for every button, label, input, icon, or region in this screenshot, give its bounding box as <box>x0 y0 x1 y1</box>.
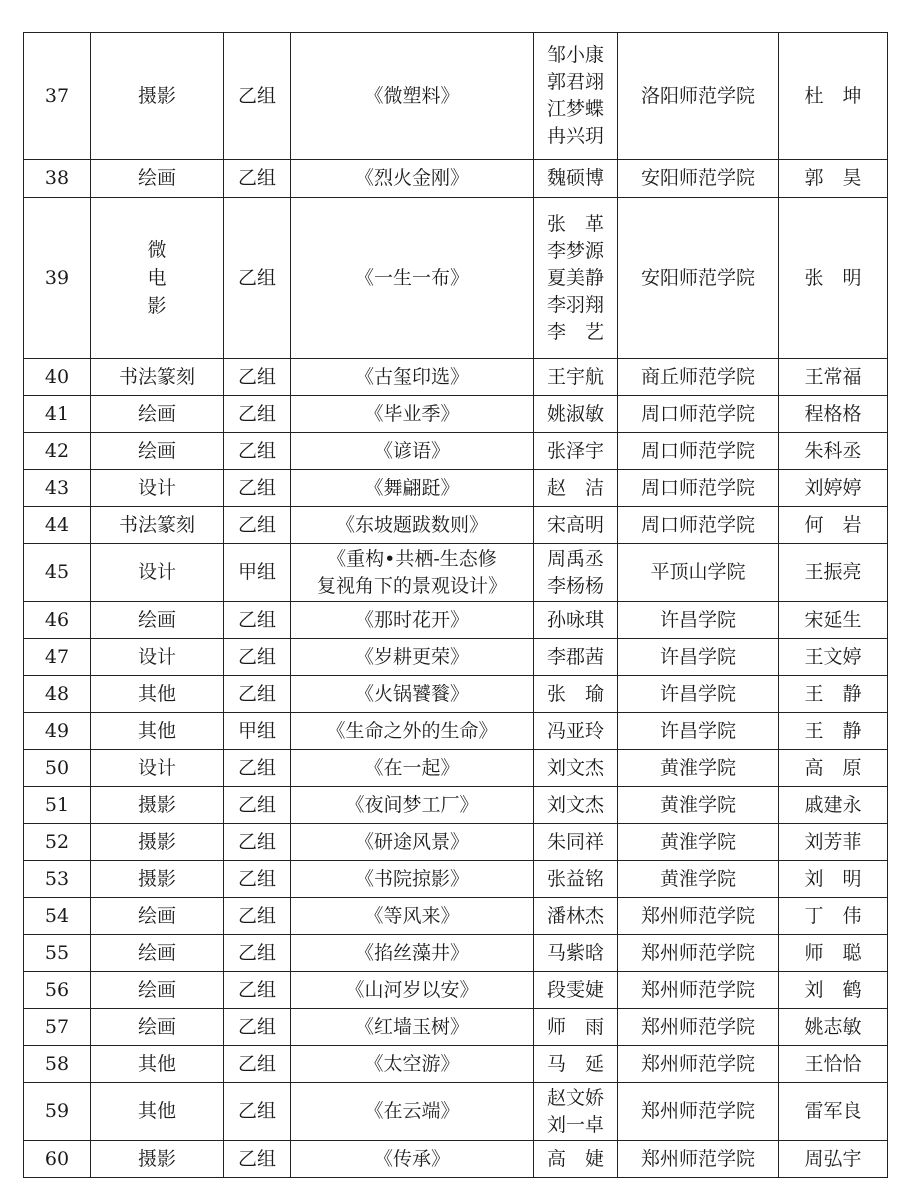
row-number: 58 <box>24 1046 91 1083</box>
table-row <box>24 1046 888 1083</box>
table-row <box>24 33 888 160</box>
author-name: 刘文杰 <box>546 793 604 816</box>
group-cell: 乙组 <box>224 433 291 470</box>
author-name: 夏美静 <box>546 266 604 289</box>
authors-cell <box>534 898 618 935</box>
author-name: 周禹丞 <box>546 547 604 570</box>
title-cell: 《夜间梦工厂》 <box>291 787 534 824</box>
author-name: 刘一卓 <box>546 1113 604 1136</box>
authors-cell <box>534 396 618 433</box>
advisor-cell: 王振亮 <box>779 544 888 602</box>
group-cell: 乙组 <box>224 898 291 935</box>
category-cell: 绘画 <box>91 898 224 935</box>
author-name: 郭君翊 <box>546 71 604 93</box>
advisor-cell: 宋延生 <box>779 602 888 639</box>
category-cell: 设计 <box>91 750 224 787</box>
group-cell: 乙组 <box>224 639 291 676</box>
table-row <box>24 160 888 198</box>
title-cell: 《毕业季》 <box>291 396 534 433</box>
authors-cell <box>534 602 618 639</box>
author-name: 张 瑜 <box>546 682 604 705</box>
school-cell: 郑州师范学院 <box>618 1141 779 1178</box>
advisor-cell: 刘 鹤 <box>779 972 888 1009</box>
advisor-cell: 何 岩 <box>779 507 888 544</box>
advisor-cell: 张 明 <box>779 198 888 359</box>
group-cell: 乙组 <box>224 1046 291 1083</box>
author-name: 李羽翔 <box>546 293 604 316</box>
category-cell: 摄影 <box>91 1141 224 1178</box>
row-number: 52 <box>24 824 91 861</box>
author-name: 李郡茜 <box>546 645 604 668</box>
author-name: 师 雨 <box>546 1015 604 1038</box>
category-cell: 绘画 <box>91 602 224 639</box>
advisor-cell: 刘 明 <box>779 861 888 898</box>
category-cell: 其他 <box>91 1046 224 1083</box>
title-cell <box>291 544 534 602</box>
group-cell: 乙组 <box>224 470 291 507</box>
advisor-cell: 王常福 <box>779 359 888 396</box>
title-cell: 《红墙玉树》 <box>291 1009 534 1046</box>
row-number: 56 <box>24 972 91 1009</box>
advisor-cell: 高 原 <box>779 750 888 787</box>
advisor-cell: 丁 伟 <box>779 898 888 935</box>
row-number: 38 <box>24 160 91 198</box>
table-row <box>24 898 888 935</box>
author-name: 姚淑敏 <box>546 402 604 425</box>
school-cell: 许昌学院 <box>618 676 779 713</box>
title-line: 复视角下的景观设计》 <box>316 574 507 597</box>
school-cell: 商丘师范学院 <box>618 359 779 396</box>
author-name: 马紫晗 <box>546 941 604 964</box>
author-name: 朱同祥 <box>546 830 604 853</box>
school-cell: 周口师范学院 <box>618 396 779 433</box>
school-cell: 郑州师范学院 <box>618 898 779 935</box>
title-cell: 《太空游》 <box>291 1046 534 1083</box>
group-cell: 甲组 <box>224 713 291 750</box>
authors-cell <box>534 544 618 602</box>
title-cell: 《舞翩跹》 <box>291 470 534 507</box>
table-row <box>24 544 888 602</box>
advisor-cell: 杜 坤 <box>779 33 888 160</box>
school-cell: 许昌学院 <box>618 713 779 750</box>
authors-cell <box>534 713 618 750</box>
row-number: 43 <box>24 470 91 507</box>
awards-table-body <box>24 33 888 1178</box>
author-name: 张泽宇 <box>546 439 604 462</box>
school-cell: 周口师范学院 <box>618 470 779 507</box>
row-number: 46 <box>24 602 91 639</box>
title-cell: 《东坡题跋数则》 <box>291 507 534 544</box>
advisor-cell: 周弘宇 <box>779 1141 888 1178</box>
title-cell: 《在一起》 <box>291 750 534 787</box>
table-row <box>24 1083 888 1141</box>
category-cell: 书法篆刻 <box>91 359 224 396</box>
row-number: 41 <box>24 396 91 433</box>
authors-cell <box>534 470 618 507</box>
author-name: 孙咏琪 <box>546 608 604 631</box>
category-cell: 绘画 <box>91 433 224 470</box>
authors-cell <box>534 1046 618 1083</box>
table-row <box>24 198 888 359</box>
authors-cell <box>534 787 618 824</box>
author-name: 马 延 <box>546 1052 604 1075</box>
advisor-cell: 郭 昊 <box>779 160 888 198</box>
school-cell: 黄淮学院 <box>618 824 779 861</box>
group-cell: 乙组 <box>224 750 291 787</box>
row-number: 45 <box>24 544 91 602</box>
advisor-cell: 王 静 <box>779 676 888 713</box>
authors-cell <box>534 824 618 861</box>
school-cell: 黄淮学院 <box>618 787 779 824</box>
school-cell: 安阳师范学院 <box>618 160 779 198</box>
group-cell: 乙组 <box>224 972 291 1009</box>
row-number: 51 <box>24 787 91 824</box>
row-number: 50 <box>24 750 91 787</box>
author-name: 江梦蝶 <box>546 98 604 120</box>
author-name: 赵文娇 <box>546 1086 604 1109</box>
table-row <box>24 359 888 396</box>
authors-cell <box>534 972 618 1009</box>
row-number: 40 <box>24 359 91 396</box>
table-row <box>24 787 888 824</box>
category-cell: 摄影 <box>91 861 224 898</box>
group-cell: 乙组 <box>224 396 291 433</box>
author-name: 段雯婕 <box>546 978 604 1001</box>
author-name: 张 革 <box>546 212 604 235</box>
advisor-cell: 戚建永 <box>779 787 888 824</box>
title-cell: 《火锅饕餮》 <box>291 676 534 713</box>
table-row <box>24 470 888 507</box>
title-cell: 《微塑料》 <box>291 33 534 160</box>
title-cell: 《传承》 <box>291 1141 534 1178</box>
group-cell: 乙组 <box>224 676 291 713</box>
advisor-cell: 刘婷婷 <box>779 470 888 507</box>
row-number: 39 <box>24 198 91 359</box>
group-cell: 乙组 <box>224 787 291 824</box>
school-cell: 许昌学院 <box>618 602 779 639</box>
school-cell: 郑州师范学院 <box>618 935 779 972</box>
category-cell: 绘画 <box>91 1009 224 1046</box>
author-name: 宋高明 <box>546 513 604 536</box>
school-cell: 郑州师范学院 <box>618 972 779 1009</box>
table-row <box>24 433 888 470</box>
row-number: 59 <box>24 1083 91 1141</box>
authors-cell <box>534 861 618 898</box>
author-name: 冉兴玥 <box>546 125 604 147</box>
group-cell: 乙组 <box>224 359 291 396</box>
author-name: 李梦源 <box>546 239 604 262</box>
row-number: 37 <box>24 33 91 160</box>
title-cell: 《在云端》 <box>291 1083 534 1141</box>
author-name: 王宇航 <box>546 365 604 388</box>
table-row <box>24 1009 888 1046</box>
category-cell: 摄影 <box>91 824 224 861</box>
authors-cell <box>534 935 618 972</box>
title-cell: 《一生一布》 <box>291 198 534 359</box>
group-cell: 乙组 <box>224 861 291 898</box>
advisor-cell: 朱科丞 <box>779 433 888 470</box>
category-cell: 其他 <box>91 676 224 713</box>
group-cell: 乙组 <box>224 507 291 544</box>
school-cell: 黄淮学院 <box>618 750 779 787</box>
school-cell: 安阳师范学院 <box>618 198 779 359</box>
title-cell: 《岁耕更荣》 <box>291 639 534 676</box>
row-number: 54 <box>24 898 91 935</box>
author-name: 邹小康 <box>546 44 604 66</box>
category-cell: 摄影 <box>91 787 224 824</box>
advisor-cell: 王 静 <box>779 713 888 750</box>
title-cell: 《生命之外的生命》 <box>291 713 534 750</box>
row-number: 48 <box>24 676 91 713</box>
authors-cell <box>534 1141 618 1178</box>
category-cell: 书法篆刻 <box>91 507 224 544</box>
awards-table <box>23 32 888 1178</box>
table-row <box>24 602 888 639</box>
row-number: 49 <box>24 713 91 750</box>
advisor-cell: 王文婷 <box>779 639 888 676</box>
category-cell: 摄影 <box>91 33 224 160</box>
title-cell: 《等风来》 <box>291 898 534 935</box>
group-cell: 乙组 <box>224 198 291 359</box>
category-cell: 其他 <box>91 713 224 750</box>
title-cell: 《掐丝藻井》 <box>291 935 534 972</box>
author-name: 潘林杰 <box>546 904 604 927</box>
school-cell: 周口师范学院 <box>618 507 779 544</box>
category-cell: 绘画 <box>91 972 224 1009</box>
advisor-cell: 程格格 <box>779 396 888 433</box>
table-row <box>24 750 888 787</box>
school-cell: 平顶山学院 <box>618 544 779 602</box>
authors-cell <box>534 33 618 160</box>
row-number: 44 <box>24 507 91 544</box>
group-cell: 乙组 <box>224 1009 291 1046</box>
title-cell: 《研途风景》 <box>291 824 534 861</box>
authors-cell <box>534 750 618 787</box>
authors-cell <box>534 676 618 713</box>
row-number: 60 <box>24 1141 91 1178</box>
group-cell: 乙组 <box>224 160 291 198</box>
authors-cell <box>534 359 618 396</box>
group-cell: 乙组 <box>224 935 291 972</box>
category-char: 微 <box>147 239 167 261</box>
advisor-cell: 姚志敏 <box>779 1009 888 1046</box>
table-row <box>24 639 888 676</box>
authors-cell <box>534 160 618 198</box>
author-name: 张益铭 <box>546 867 604 890</box>
table-row <box>24 676 888 713</box>
row-number: 55 <box>24 935 91 972</box>
category-cell: 绘画 <box>91 396 224 433</box>
advisor-cell: 刘芳菲 <box>779 824 888 861</box>
category-cell: 绘画 <box>91 935 224 972</box>
school-cell: 洛阳师范学院 <box>618 33 779 160</box>
author-name: 李杨杨 <box>546 574 604 597</box>
advisor-cell: 雷军良 <box>779 1083 888 1141</box>
table-row <box>24 972 888 1009</box>
authors-cell <box>534 433 618 470</box>
authors-cell <box>534 198 618 359</box>
school-cell: 郑州师范学院 <box>618 1009 779 1046</box>
category-cell: 设计 <box>91 639 224 676</box>
table-row <box>24 861 888 898</box>
category-char: 影 <box>147 295 167 317</box>
authors-cell <box>534 639 618 676</box>
category-char: 电 <box>147 267 167 289</box>
school-cell: 郑州师范学院 <box>618 1046 779 1083</box>
author-name: 李 艺 <box>546 320 604 343</box>
school-cell: 许昌学院 <box>618 639 779 676</box>
table-row <box>24 396 888 433</box>
title-cell: 《那时花开》 <box>291 602 534 639</box>
table-row <box>24 507 888 544</box>
title-cell: 《烈火金刚》 <box>291 160 534 198</box>
title-cell: 《谚语》 <box>291 433 534 470</box>
category-cell <box>91 198 224 359</box>
table-row <box>24 824 888 861</box>
author-name: 刘文杰 <box>546 756 604 779</box>
advisor-cell: 师 聪 <box>779 935 888 972</box>
row-number: 42 <box>24 433 91 470</box>
group-cell: 乙组 <box>224 33 291 160</box>
school-cell: 黄淮学院 <box>618 861 779 898</box>
author-name: 冯亚玲 <box>546 719 604 742</box>
table-row <box>24 935 888 972</box>
school-cell: 周口师范学院 <box>618 433 779 470</box>
row-number: 57 <box>24 1009 91 1046</box>
school-cell: 郑州师范学院 <box>618 1083 779 1141</box>
category-cell: 其他 <box>91 1083 224 1141</box>
authors-cell <box>534 507 618 544</box>
table-row <box>24 713 888 750</box>
category-cell: 绘画 <box>91 160 224 198</box>
title-line: 《重构•共栖-生态修 <box>327 547 497 570</box>
author-name: 赵 洁 <box>546 476 604 499</box>
title-cell: 《书院掠影》 <box>291 861 534 898</box>
group-cell: 乙组 <box>224 1083 291 1141</box>
group-cell: 乙组 <box>224 602 291 639</box>
authors-cell <box>534 1009 618 1046</box>
author-name: 高 婕 <box>546 1147 604 1170</box>
authors-cell <box>534 1083 618 1141</box>
advisor-cell: 王恰恰 <box>779 1046 888 1083</box>
author-name: 魏硕博 <box>546 167 604 189</box>
category-cell: 设计 <box>91 470 224 507</box>
table-row <box>24 1141 888 1178</box>
group-cell: 甲组 <box>224 544 291 602</box>
group-cell: 乙组 <box>224 1141 291 1178</box>
group-cell: 乙组 <box>224 824 291 861</box>
row-number: 53 <box>24 861 91 898</box>
row-number: 47 <box>24 639 91 676</box>
title-cell: 《山河岁以安》 <box>291 972 534 1009</box>
category-cell: 设计 <box>91 544 224 602</box>
title-cell: 《古玺印选》 <box>291 359 534 396</box>
